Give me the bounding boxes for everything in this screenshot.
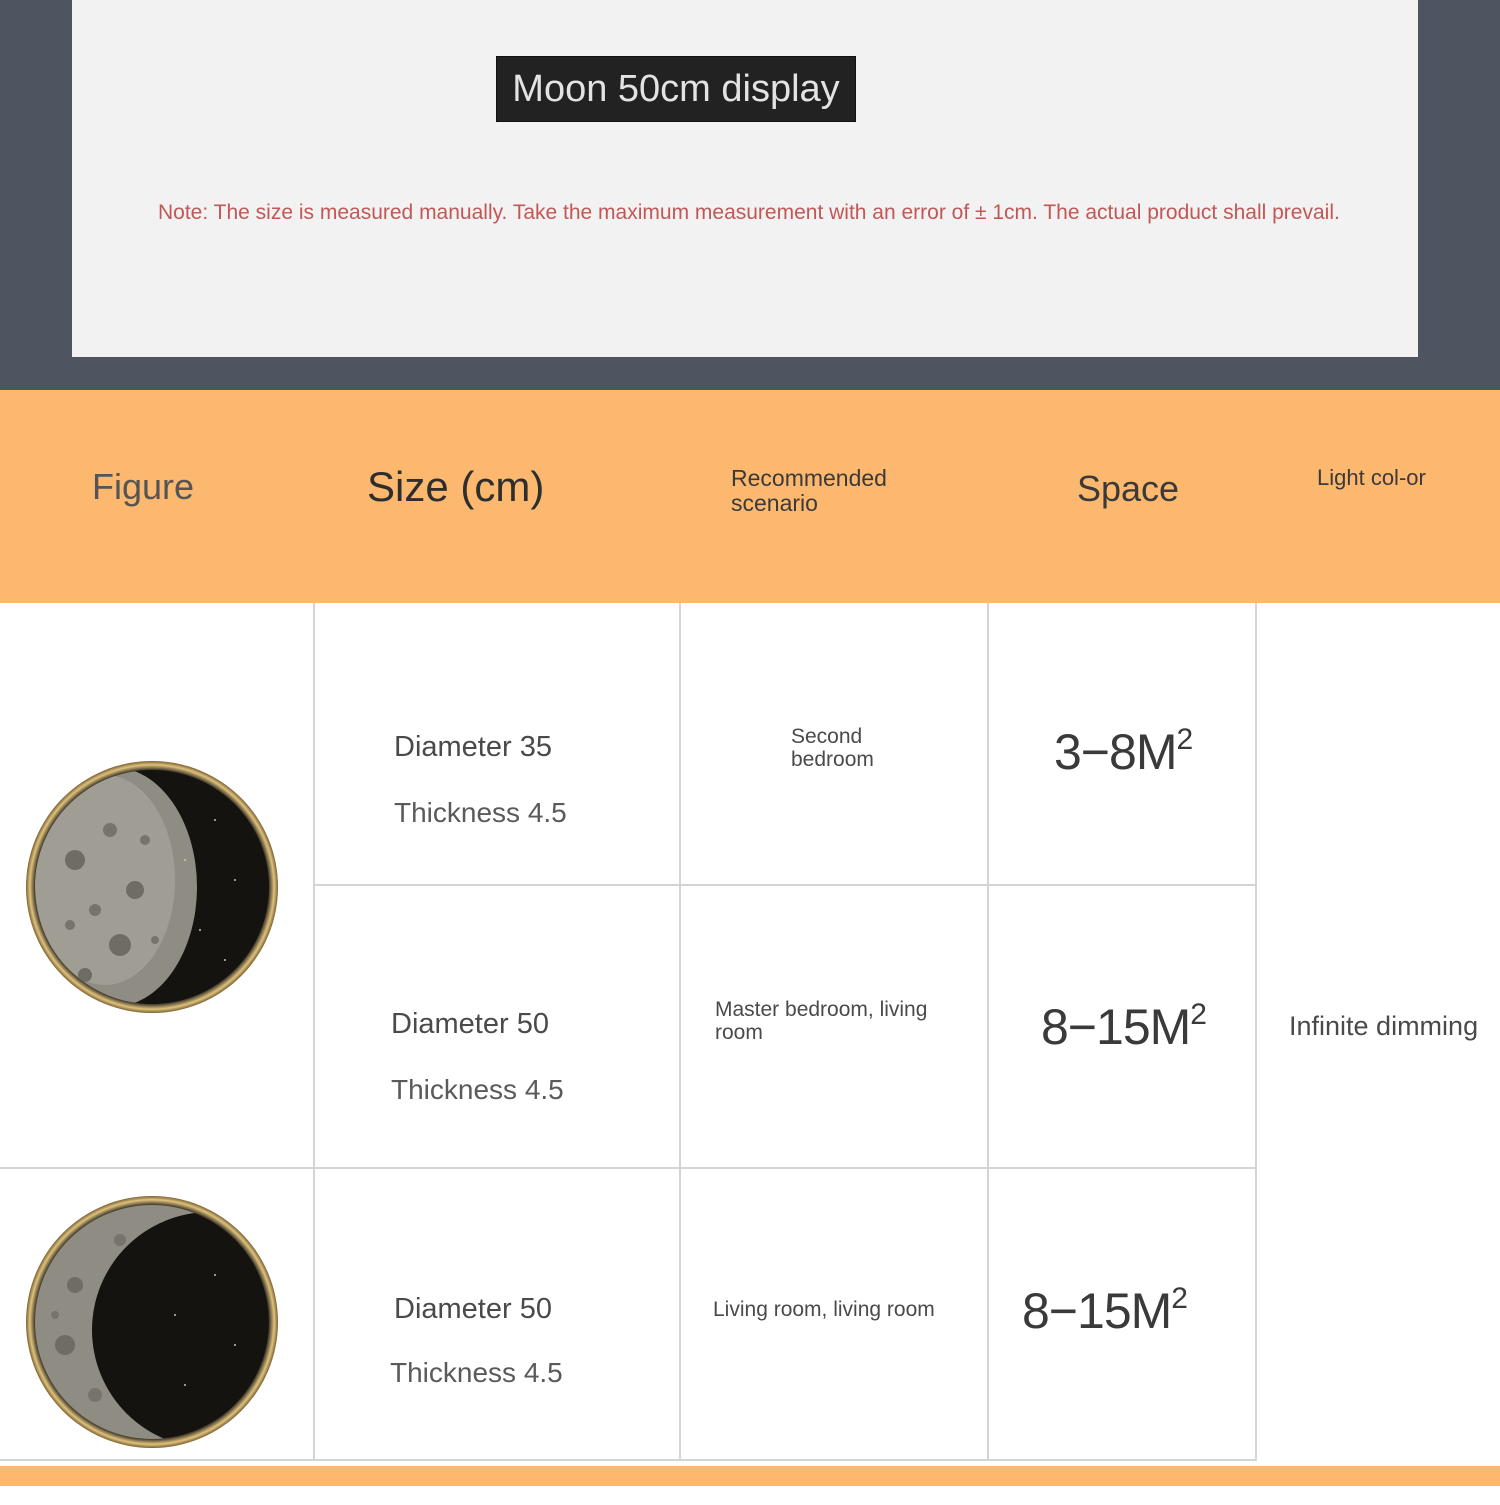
- row2-space-sup: 2: [1190, 998, 1206, 1031]
- row2-thickness: Thickness 4.5: [391, 1074, 564, 1105]
- display-title: Moon 50cm display: [496, 56, 856, 122]
- row2-scenario: Master bedroom, living room: [715, 998, 928, 1044]
- row3-space-value: 8−15M: [1022, 1283, 1172, 1339]
- header-size: Size (cm): [367, 463, 545, 510]
- header-figure: Figure: [92, 466, 195, 507]
- header-scenario: Recommended scenario: [731, 465, 887, 516]
- header-space: Space: [1077, 468, 1180, 509]
- row2-space: [1041, 998, 1206, 1056]
- row1-thickness: Thickness 4.5: [394, 797, 567, 828]
- header-light-color: Light col-or: [1317, 465, 1426, 490]
- bottom-orange-band: [0, 1466, 1500, 1486]
- row3-space: [1022, 1282, 1187, 1340]
- table-divider: [987, 603, 989, 1461]
- row1-scenario: Second bedroom: [791, 725, 874, 771]
- table-divider: [1255, 603, 1257, 1461]
- row1-space-value: 3−8M: [1054, 724, 1177, 780]
- half-moon-lamp-image: [25, 760, 279, 1014]
- table-divider: [313, 884, 1257, 886]
- row3-space-sup: 2: [1171, 1282, 1187, 1315]
- table-divider: [679, 603, 681, 1461]
- row1-diameter: Diameter 35: [394, 731, 552, 763]
- row2-space-value: 8−15M: [1041, 999, 1191, 1055]
- table-divider: [313, 603, 315, 1461]
- row3-scenario: Living room, living room: [713, 1298, 935, 1321]
- display-panel: [72, 0, 1418, 357]
- row3-thickness: Thickness 4.5: [390, 1357, 563, 1388]
- size-note: Note: The size is measured manually. Take the maximum measurement with an error of ± 1cm. The actual product shall prevail.: [158, 201, 1340, 224]
- row3-diameter: Diameter 50: [394, 1293, 552, 1325]
- table-divider: [0, 1459, 1257, 1461]
- row2-diameter: Diameter 50: [391, 1008, 549, 1040]
- light-color-value: Infinite dimming: [1289, 1011, 1479, 1041]
- row1-space-sup: 2: [1176, 723, 1193, 756]
- crescent-moon-lamp-image: [25, 1195, 279, 1449]
- table-divider: [0, 1167, 1257, 1169]
- row1-space: [1054, 723, 1192, 781]
